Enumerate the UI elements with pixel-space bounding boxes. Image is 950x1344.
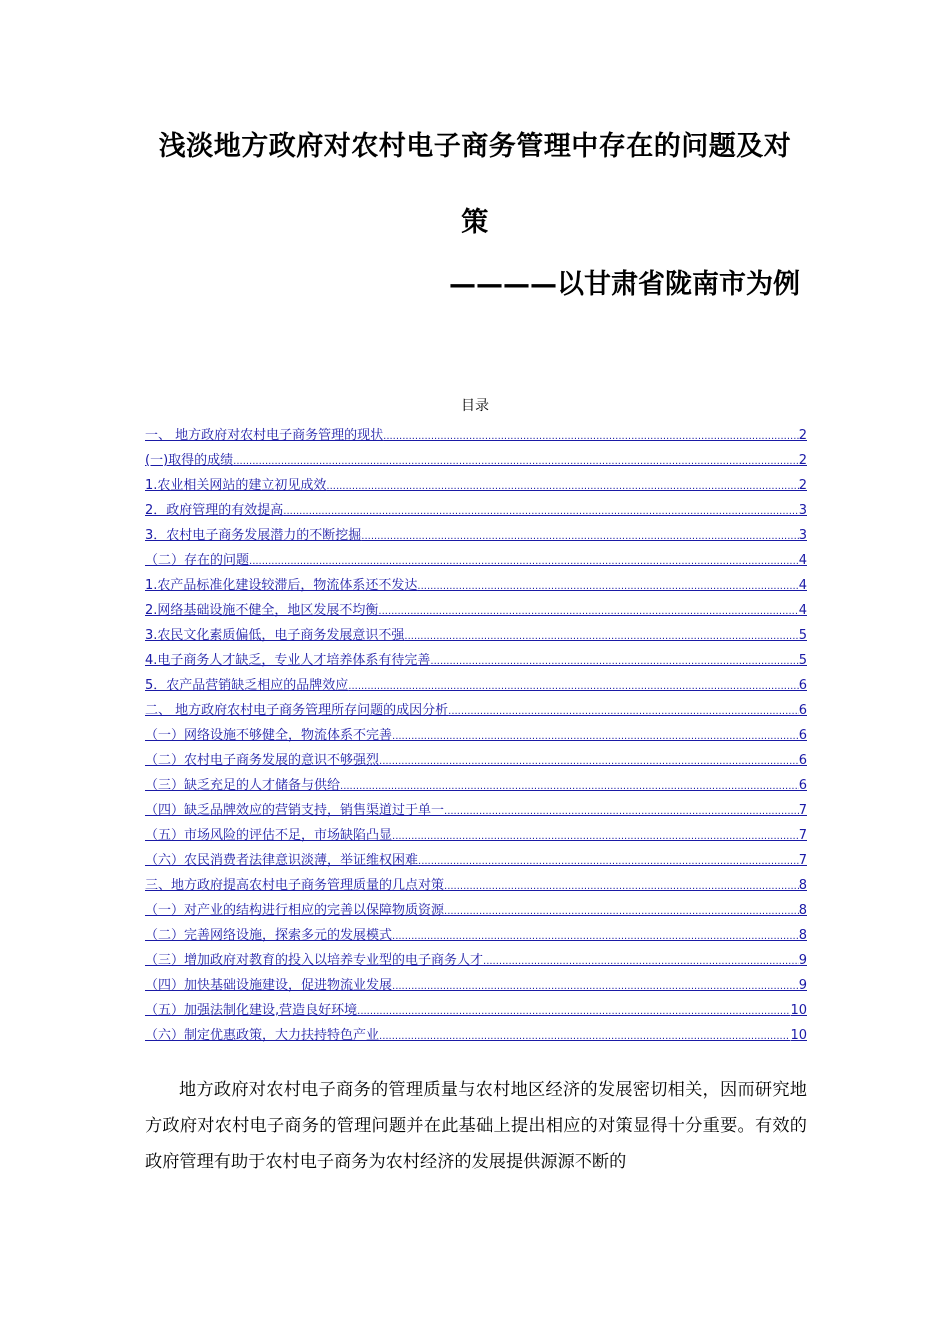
toc-page-number: 8 — [798, 928, 807, 943]
toc-entry[interactable] — [145, 944, 807, 969]
toc-entry-text: （五）市场风险的评估不足，市场缺陷凸显 — [145, 828, 393, 843]
toc-entry[interactable] — [145, 544, 807, 569]
toc-entry-text: 一、 地方政府对农村电子商务管理的现状 — [145, 428, 384, 443]
toc-entry[interactable] — [145, 594, 807, 619]
toc-entry-text: 二、 地方政府农村电子商务管理所存问题的成因分析 — [145, 703, 449, 718]
toc-leader-dots — [444, 880, 799, 894]
toc-leader-dots — [483, 955, 799, 969]
toc-page-number: 2 — [798, 478, 807, 493]
toc-entry[interactable] — [145, 819, 807, 844]
toc-entry[interactable] — [145, 744, 807, 769]
toc-entry-text: （二）农村电子商务发展的意识不够强烈 — [145, 753, 380, 768]
toc-page-number: 5 — [798, 653, 807, 668]
toc-page-number: 3 — [798, 503, 807, 518]
toc-page-number: 7 — [798, 803, 807, 818]
toc-entry-text: 3.农民文化素质偏低，电子商务发展意识不强 — [145, 628, 405, 643]
toc-leader-dots — [392, 830, 799, 844]
toc-entry-text: 1.农产品标准化建设较滞后，物流体系还不发达 — [145, 578, 418, 593]
toc-page-number: 6 — [798, 728, 807, 743]
toc-page-number: 10 — [790, 1003, 807, 1018]
toc-page-number: 6 — [798, 703, 807, 718]
toc-page-number: 6 — [798, 778, 807, 793]
toc-entry[interactable] — [145, 969, 807, 994]
toc-entry-text: （六）农民消费者法律意识淡薄，举证维权困难 — [145, 853, 419, 868]
toc-entry-text: 2.网络基础设施不健全，地区发展不均衡 — [145, 603, 379, 618]
table-of-contents — [145, 419, 807, 1044]
toc-entry[interactable] — [145, 919, 807, 944]
toc-entry[interactable] — [145, 494, 807, 519]
toc-page-number: 8 — [798, 878, 807, 893]
toc-page-number: 8 — [798, 903, 807, 918]
toc-leader-dots — [392, 980, 799, 994]
toc-entry-text: 1.农业相关网站的建立初见成效 — [145, 478, 327, 493]
toc-entry[interactable] — [145, 669, 807, 694]
toc-entry-text: （三）缺乏充足的人才储备与供给 — [145, 778, 341, 793]
toc-entry-text: （二）完善网络设施，探索多元的发展模式 — [145, 928, 393, 943]
toc-leader-dots — [379, 755, 799, 769]
toc-leader-dots — [357, 1005, 790, 1019]
toc-leader-dots — [383, 430, 799, 444]
toc-leader-dots — [448, 705, 799, 719]
toc-page-number: 9 — [798, 978, 807, 993]
toc-entry-text: （五）加强法制化建设,营造良好环境 — [145, 1003, 358, 1018]
toc-entry-text: （四）加快基础设施建设，促进物流业发展 — [145, 978, 393, 993]
toc-leader-dots — [444, 805, 799, 819]
toc-entry-text: (一)取得的成绩 — [145, 453, 234, 468]
toc-page-number: 7 — [798, 853, 807, 868]
toc-page-number: 10 — [790, 1028, 807, 1043]
toc-page-number: 2 — [798, 428, 807, 443]
toc-entry-text: （一）对产业的结构进行相应的完善以保障物质资源 — [145, 903, 445, 918]
toc-page-number: 3 — [798, 528, 807, 543]
toc-page-number: 4 — [798, 553, 807, 568]
toc-entry[interactable] — [145, 569, 807, 594]
toc-leader-dots — [392, 930, 799, 944]
toc-entry[interactable] — [145, 519, 807, 544]
toc-leader-dots — [233, 455, 799, 469]
toc-entry-text: 3．农村电子商务发展潜力的不断挖掘 — [145, 528, 362, 543]
toc-entry-text: （一）网络设施不够健全，物流体系不完善 — [145, 728, 393, 743]
toc-page-number: 2 — [798, 453, 807, 468]
toc-entry-text: （四）缺乏品牌效应的营销支持，销售渠道过于单一 — [145, 803, 445, 818]
toc-leader-dots — [348, 680, 798, 694]
toc-entry[interactable] — [145, 419, 807, 444]
toc-leader-dots — [430, 655, 798, 669]
toc-entry-text: 2．政府管理的有效提高 — [145, 503, 284, 518]
body-paragraph: 地方政府对农村电子商务的管理质量与农村地区经济的发展密切相关，因而研究地方政府对农村电子商务的管理问题并在此基础上提出相应的对策显得十分重要。有效的政府管理有助于农村电子商务为农村经济的发展提供源源不断的 — [145, 1080, 807, 1172]
toc-entry[interactable] — [145, 994, 807, 1019]
toc-leader-dots — [249, 555, 799, 569]
toc-page-number: 6 — [798, 678, 807, 693]
toc-page-number: 4 — [798, 603, 807, 618]
toc-heading: 目录 — [461, 398, 489, 414]
document-title-line-2: 策 — [461, 207, 489, 238]
toc-leader-dots — [418, 855, 799, 869]
toc-page-number: 9 — [798, 953, 807, 968]
toc-leader-dots — [444, 905, 799, 919]
document-title-line-1: 浅淡地方政府对农村电子商务管理中存在的问题及对 — [158, 131, 792, 162]
toc-entry[interactable] — [145, 644, 807, 669]
toc-entry-text: （三）增加政府对教育的投入以培养专业型的电子商务人才 — [145, 953, 484, 968]
toc-entry[interactable] — [145, 1019, 807, 1044]
toc-entry-text: 4.电子商务人才缺乏，专业人才培养体系有待完善 — [145, 653, 431, 668]
toc-entry[interactable] — [145, 769, 807, 794]
toc-leader-dots — [379, 1030, 790, 1044]
toc-page-number: 5 — [798, 628, 807, 643]
toc-leader-dots — [283, 505, 798, 519]
toc-entry-text: 5．农产品营销缺乏相应的品牌效应 — [145, 678, 349, 693]
toc-page-number: 7 — [798, 828, 807, 843]
toc-entry[interactable] — [145, 869, 807, 894]
toc-leader-dots — [392, 730, 799, 744]
toc-entry-text: （六）制定优惠政策，大力扶持特色产业 — [145, 1028, 380, 1043]
toc-entry-text: 三、地方政府提高农村电子商务管理质量的几点对策 — [145, 878, 445, 893]
toc-entry[interactable] — [145, 469, 807, 494]
toc-leader-dots — [340, 780, 799, 794]
toc-entry[interactable] — [145, 844, 807, 869]
toc-page-number: 6 — [798, 753, 807, 768]
toc-leader-dots — [378, 605, 798, 619]
toc-entry[interactable] — [145, 719, 807, 744]
document-subtitle: ————以甘肃省陇南市为例 — [449, 269, 800, 300]
toc-entry-text: （二）存在的问题 — [145, 553, 250, 568]
toc-leader-dots — [361, 530, 798, 544]
toc-page-number: 4 — [798, 578, 807, 593]
toc-leader-dots — [326, 480, 798, 494]
toc-entry[interactable] — [145, 694, 807, 719]
toc-leader-dots — [404, 630, 798, 644]
toc-entry[interactable] — [145, 894, 807, 919]
toc-entry[interactable] — [145, 444, 807, 469]
toc-entry[interactable] — [145, 794, 807, 819]
toc-entry[interactable] — [145, 619, 807, 644]
toc-leader-dots — [417, 580, 798, 594]
